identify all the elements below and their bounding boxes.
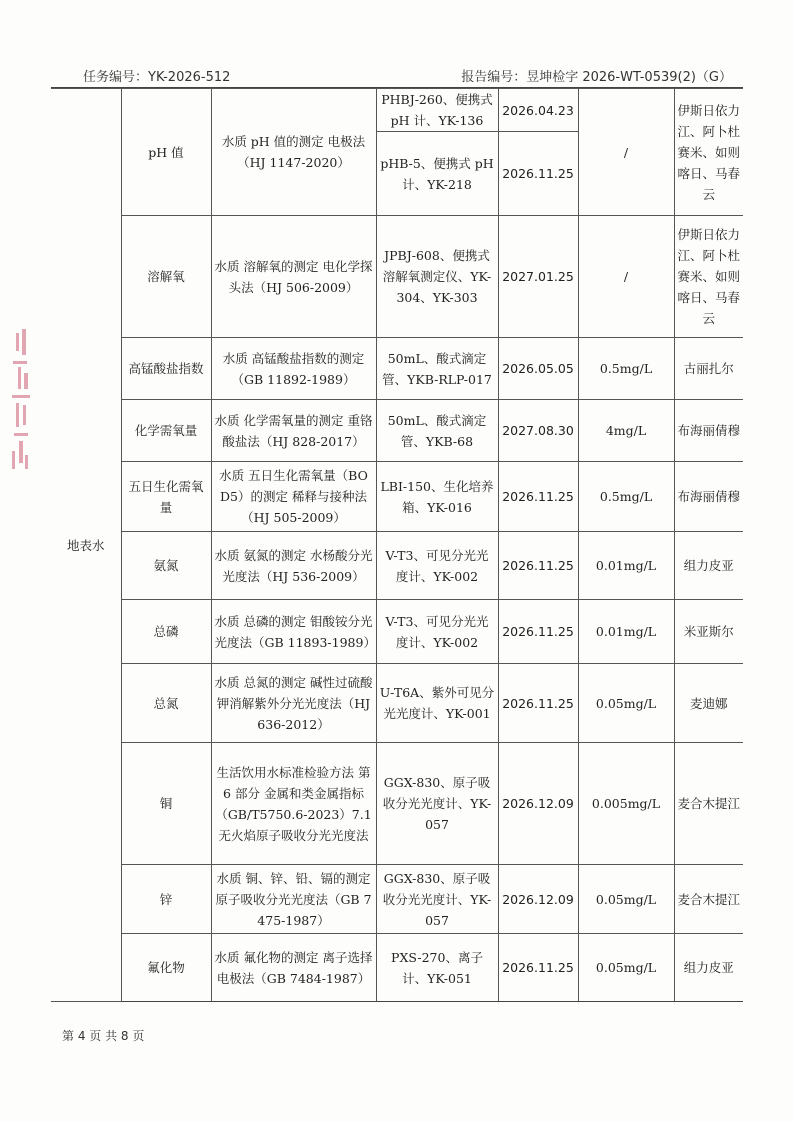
limit-cell: 0.005mg/L: [578, 743, 674, 865]
item-cell: 总氮: [121, 664, 211, 743]
method-cell: 水质 总磷的测定 钼酸铵分光光度法（GB 11893-1989）: [211, 600, 376, 664]
method-cell: 水质 总氮的测定 碱性过硫酸钾消解紫外分光光度法（HJ 636-2012）: [211, 664, 376, 743]
date-cell: 2027.08.30: [498, 400, 578, 462]
instrument-cell: U-T6A、紫外可见分光光度计、YK-001: [376, 664, 498, 743]
date-cell: 2026.05.05: [498, 338, 578, 400]
analyst-cell: 米亚斯尔: [674, 600, 743, 664]
date-cell: 2026.12.09: [498, 865, 578, 934]
table-row: [51, 462, 743, 532]
analyst-cell: 布海丽倩穆: [674, 400, 743, 462]
instrument-cell: GGX-830、原子吸收分光光度计、YK-057: [376, 865, 498, 934]
table-row: [51, 338, 743, 400]
analyst-cell: 古丽扎尔: [674, 338, 743, 400]
analyst-cell: 麦合木提江: [674, 743, 743, 865]
test-method-table: [51, 88, 743, 1002]
table-row: [51, 400, 743, 462]
limit-cell: 0.5mg/L: [578, 338, 674, 400]
analyst-cell: 组力皮亚: [674, 934, 743, 1002]
instrument-cell: PXS-270、离子计、YK-051: [376, 934, 498, 1002]
method-cell: 水质 高锰酸盐指数的测定（GB 11892-1989）: [211, 338, 376, 400]
item-cell: 化学需氧量: [121, 400, 211, 462]
limit-cell: 0.01mg/L: [578, 600, 674, 664]
method-cell: 水质 铜、锌、铅、镉的测定 原子吸收分光光度法（GB 7475-1987）: [211, 865, 376, 934]
task-number: 任务编号：YK-2026-512: [83, 70, 231, 85]
date-cell: 2026.11.25: [498, 664, 578, 743]
analyst-cell: 组力皮亚: [674, 532, 743, 600]
date-cell: 2027.01.25: [498, 216, 578, 338]
limit-cell: /: [578, 89, 674, 216]
item-cell: 氟化物: [121, 934, 211, 1002]
method-cell: 水质 化学需氧量的测定 重铬酸盐法（HJ 828-2017）: [211, 400, 376, 462]
table-row: [51, 865, 743, 934]
instrument-cell: PHBJ-260、便携式 pH 计、YK-136: [376, 89, 498, 132]
method-cell: 水质 五日生化需氧量（BOD5）的测定 稀释与接种法（HJ 505-2009）: [211, 462, 376, 532]
item-cell: 溶解氧: [121, 216, 211, 338]
date-cell: 2026.11.25: [498, 132, 578, 216]
instrument-cell: pHB-5、便携式 pH 计、YK-218: [376, 132, 498, 216]
date-cell: 2026.11.25: [498, 934, 578, 1002]
item-cell: 铜: [121, 743, 211, 865]
item-cell: 高锰酸盐指数: [121, 338, 211, 400]
date-cell: 2026.11.25: [498, 600, 578, 664]
analyst-cell: 伊斯日依力江、阿卜杜赛米、如则喀日、马春云: [674, 89, 743, 216]
limit-cell: 0.5mg/L: [578, 462, 674, 532]
item-cell: 氨氮: [121, 532, 211, 600]
method-cell: 水质 溶解氧的测定 电化学探头法（HJ 506-2009）: [211, 216, 376, 338]
date-cell: 2026.11.25: [498, 532, 578, 600]
method-cell: 水质 氟化物的测定 离子选择电极法（GB 7484-1987）: [211, 934, 376, 1002]
limit-cell: 0.05mg/L: [578, 934, 674, 1002]
report-number: 报告编号：昱坤检字 2026-WT-0539(2)（G）: [461, 70, 732, 85]
limit-cell: 0.01mg/L: [578, 532, 674, 600]
item-cell: 五日生化需氧量: [121, 462, 211, 532]
limit-cell: 0.05mg/L: [578, 865, 674, 934]
table-row: [51, 216, 743, 338]
analyst-cell: 伊斯日依力江、阿卜杜赛米、如则喀日、马春云: [674, 216, 743, 338]
date-cell: 2026.11.25: [498, 462, 578, 532]
method-cell: 水质 氨氮的测定 水杨酸分光光度法（HJ 536-2009）: [211, 532, 376, 600]
limit-cell: /: [578, 216, 674, 338]
table-row: [51, 934, 743, 1002]
instrument-cell: LBI-150、生化培养箱、YK-016: [376, 462, 498, 532]
item-cell: 锌: [121, 865, 211, 934]
analyst-cell: 麦合木提江: [674, 865, 743, 934]
analyst-cell: 麦迪娜: [674, 664, 743, 743]
table-row: [51, 89, 743, 132]
table-row: [51, 664, 743, 743]
instrument-cell: V-T3、可见分光光度计、YK-002: [376, 600, 498, 664]
category-cell: 地表水: [51, 89, 121, 1002]
date-cell: 2026.04.23: [498, 89, 578, 132]
limit-cell: 0.05mg/L: [578, 664, 674, 743]
limit-cell: 4mg/L: [578, 400, 674, 462]
analyst-cell: 布海丽倩穆: [674, 462, 743, 532]
seal-stamp-fragment: [4, 325, 40, 485]
item-cell: pH 值: [121, 89, 211, 216]
table-row: [51, 743, 743, 865]
instrument-cell: 50mL、酸式滴定管、YKB-68: [376, 400, 498, 462]
instrument-cell: 50mL、酸式滴定管、YKB-RLP-017: [376, 338, 498, 400]
item-cell: 总磷: [121, 600, 211, 664]
date-cell: 2026.12.09: [498, 743, 578, 865]
instrument-cell: V-T3、可见分光光度计、YK-002: [376, 532, 498, 600]
page-number: 第 4 页 共 8 页: [62, 1029, 145, 1043]
instrument-cell: JPBJ-608、便携式溶解氧测定仪、YK-304、YK-303: [376, 216, 498, 338]
method-cell: 生活饮用水标准检验方法 第 6 部分 金属和类金属指标（GB/T5750.6-2023）7.1 无火焰原子吸收分光光度法: [211, 743, 376, 865]
table-row: [51, 532, 743, 600]
method-cell: 水质 pH 值的测定 电极法（HJ 1147-2020）: [211, 89, 376, 216]
instrument-cell: GGX-830、原子吸收分光光度计、YK-057: [376, 743, 498, 865]
table-row: [51, 600, 743, 664]
